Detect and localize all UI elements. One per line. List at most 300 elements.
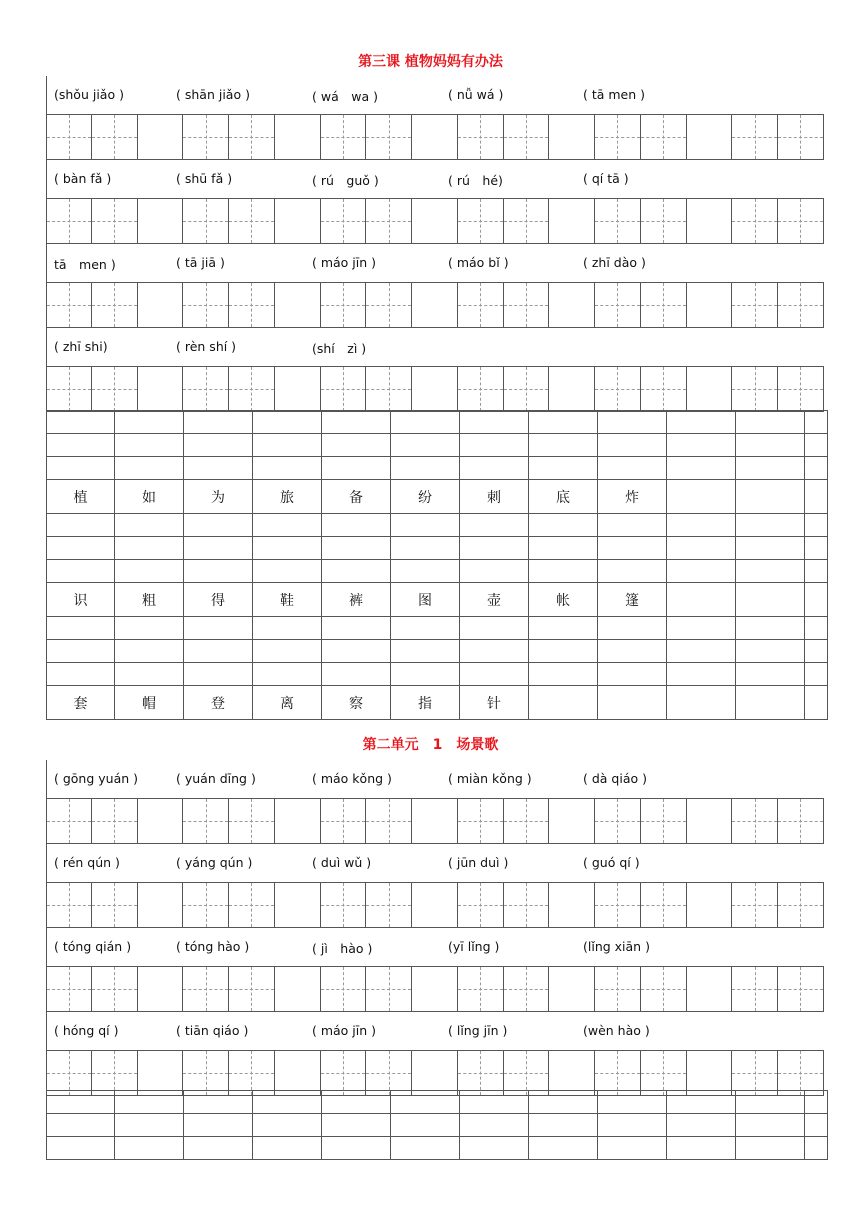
tianzige-box[interactable] bbox=[458, 283, 504, 327]
practice-cell[interactable] bbox=[253, 434, 322, 457]
tianzige-box[interactable] bbox=[778, 967, 824, 1011]
tianzige-box[interactable] bbox=[595, 799, 641, 843]
tianzige-box[interactable] bbox=[229, 1051, 275, 1095]
practice-cell[interactable] bbox=[115, 617, 184, 640]
blank-box[interactable] bbox=[275, 799, 321, 843]
practice-cell[interactable] bbox=[667, 1114, 736, 1137]
tianzige-box[interactable] bbox=[504, 1051, 550, 1095]
practice-cell[interactable] bbox=[47, 514, 115, 537]
practice-cell[interactable] bbox=[184, 560, 253, 583]
blank-box[interactable] bbox=[412, 115, 458, 159]
practice-cell[interactable] bbox=[47, 1091, 115, 1114]
practice-cell[interactable] bbox=[460, 1091, 529, 1114]
tianzige-box[interactable] bbox=[366, 799, 412, 843]
practice-cell[interactable] bbox=[529, 434, 598, 457]
practice-cell[interactable] bbox=[253, 663, 322, 686]
practice-cell[interactable] bbox=[667, 663, 736, 686]
tianzige-box[interactable] bbox=[778, 367, 824, 411]
tianzige-box[interactable] bbox=[92, 1051, 138, 1095]
practice-cell[interactable] bbox=[322, 1137, 391, 1160]
tianzige-box[interactable] bbox=[504, 367, 550, 411]
tianzige-box[interactable] bbox=[366, 367, 412, 411]
practice-cell[interactable] bbox=[598, 1091, 667, 1114]
practice-cell[interactable] bbox=[115, 537, 184, 560]
practice-cell[interactable] bbox=[391, 1137, 460, 1160]
practice-cell[interactable] bbox=[529, 617, 598, 640]
practice-cell[interactable] bbox=[115, 411, 184, 434]
practice-cell[interactable] bbox=[460, 1137, 529, 1160]
tianzige-box[interactable] bbox=[458, 1051, 504, 1095]
practice-cell[interactable] bbox=[667, 1137, 736, 1160]
practice-cell[interactable] bbox=[47, 560, 115, 583]
practice-cell[interactable] bbox=[47, 1137, 115, 1160]
practice-cell[interactable] bbox=[322, 1091, 391, 1114]
practice-cell[interactable] bbox=[667, 457, 736, 480]
pinyin-label: ( tā men ) bbox=[583, 87, 646, 102]
blank-box[interactable] bbox=[138, 967, 184, 1011]
practice-cell[interactable] bbox=[391, 1091, 460, 1114]
tianzige-box[interactable] bbox=[458, 115, 504, 159]
tianzige-box[interactable] bbox=[321, 199, 367, 243]
practice-cell[interactable] bbox=[184, 1114, 253, 1137]
blank-box[interactable] bbox=[138, 367, 184, 411]
practice-cell[interactable] bbox=[667, 434, 736, 457]
tianzige-box[interactable] bbox=[321, 367, 367, 411]
practice-cell[interactable] bbox=[184, 640, 253, 663]
blank-box[interactable] bbox=[138, 799, 184, 843]
blank-practice-row bbox=[47, 457, 828, 480]
practice-cell[interactable] bbox=[115, 457, 184, 480]
tianzige-box[interactable] bbox=[504, 799, 550, 843]
practice-cell[interactable] bbox=[391, 1114, 460, 1137]
tianzige-box[interactable] bbox=[46, 283, 92, 327]
practice-cell[interactable] bbox=[529, 560, 598, 583]
tianzige-box[interactable] bbox=[92, 967, 138, 1011]
tianzige-box[interactable] bbox=[321, 115, 367, 159]
practice-cell[interactable] bbox=[322, 663, 391, 686]
practice-cell[interactable] bbox=[736, 583, 805, 617]
practice-cell[interactable] bbox=[47, 434, 115, 457]
practice-cell[interactable] bbox=[598, 560, 667, 583]
tianzige-box[interactable] bbox=[366, 967, 412, 1011]
tianzige-box[interactable] bbox=[92, 367, 138, 411]
tianzige-box[interactable] bbox=[183, 883, 229, 927]
practice-cell[interactable] bbox=[598, 514, 667, 537]
tianzige-box[interactable] bbox=[183, 967, 229, 1011]
tianzige-box[interactable] bbox=[229, 199, 275, 243]
practice-cell[interactable] bbox=[805, 583, 828, 617]
blank-box[interactable] bbox=[412, 199, 458, 243]
practice-cell[interactable] bbox=[184, 434, 253, 457]
tianzige-box[interactable] bbox=[366, 199, 412, 243]
blank-box[interactable] bbox=[412, 799, 458, 843]
tianzige-box[interactable] bbox=[641, 1051, 687, 1095]
practice-cell[interactable] bbox=[805, 663, 828, 686]
practice-cell[interactable] bbox=[460, 434, 529, 457]
blank-box[interactable] bbox=[275, 367, 321, 411]
practice-cell[interactable] bbox=[253, 411, 322, 434]
practice-cell[interactable] bbox=[391, 514, 460, 537]
tianzige-box[interactable] bbox=[504, 883, 550, 927]
practice-cell[interactable] bbox=[805, 434, 828, 457]
practice-cell[interactable] bbox=[598, 434, 667, 457]
practice-cell[interactable] bbox=[391, 640, 460, 663]
practice-cell[interactable] bbox=[47, 537, 115, 560]
practice-cell[interactable] bbox=[322, 640, 391, 663]
tianzige-box[interactable] bbox=[504, 283, 550, 327]
practice-cell[interactable] bbox=[736, 1114, 805, 1137]
practice-cell[interactable] bbox=[47, 640, 115, 663]
practice-cell[interactable] bbox=[184, 663, 253, 686]
practice-cell[interactable] bbox=[667, 686, 736, 720]
practice-cell[interactable] bbox=[736, 411, 805, 434]
practice-cell[interactable] bbox=[47, 457, 115, 480]
tianzige-box[interactable] bbox=[778, 1051, 824, 1095]
tianzige-box[interactable] bbox=[229, 367, 275, 411]
tianzige-box[interactable] bbox=[641, 883, 687, 927]
blank-box[interactable] bbox=[138, 199, 184, 243]
blank-box[interactable] bbox=[275, 199, 321, 243]
practice-cell[interactable] bbox=[391, 434, 460, 457]
blank-box[interactable] bbox=[549, 199, 595, 243]
tianzige-box[interactable] bbox=[92, 115, 138, 159]
blank-box[interactable] bbox=[549, 1051, 595, 1095]
practice-cell[interactable] bbox=[253, 457, 322, 480]
practice-cell[interactable] bbox=[805, 617, 828, 640]
tianzige-box[interactable] bbox=[641, 799, 687, 843]
tianzige-box[interactable] bbox=[732, 199, 778, 243]
tianzige-box[interactable] bbox=[183, 199, 229, 243]
practice-cell[interactable] bbox=[667, 640, 736, 663]
blank-box[interactable] bbox=[275, 1051, 321, 1095]
tianzige-box[interactable] bbox=[92, 883, 138, 927]
blank-box[interactable] bbox=[412, 367, 458, 411]
tianzige-box[interactable] bbox=[595, 367, 641, 411]
practice-cell[interactable] bbox=[598, 617, 667, 640]
practice-cell[interactable] bbox=[253, 1091, 322, 1114]
practice-cell[interactable] bbox=[253, 640, 322, 663]
tianzige-box[interactable] bbox=[366, 1051, 412, 1095]
tianzige-box[interactable] bbox=[458, 799, 504, 843]
tianzige-box[interactable] bbox=[732, 283, 778, 327]
tianzige-box[interactable] bbox=[321, 967, 367, 1011]
blank-box[interactable] bbox=[549, 883, 595, 927]
practice-cell[interactable] bbox=[115, 1091, 184, 1114]
tianzige-box[interactable] bbox=[641, 199, 687, 243]
practice-cell[interactable] bbox=[598, 1137, 667, 1160]
tianzige-box[interactable] bbox=[732, 799, 778, 843]
tianzige-box[interactable] bbox=[321, 883, 367, 927]
practice-cell[interactable] bbox=[805, 686, 828, 720]
practice-cell[interactable] bbox=[529, 686, 598, 720]
tianzige-box[interactable] bbox=[229, 283, 275, 327]
tianzige-box[interactable] bbox=[458, 199, 504, 243]
practice-cell[interactable] bbox=[529, 663, 598, 686]
tianzige-box[interactable] bbox=[183, 283, 229, 327]
practice-cell[interactable] bbox=[598, 1114, 667, 1137]
blank-box[interactable] bbox=[687, 799, 733, 843]
practice-cell[interactable] bbox=[184, 457, 253, 480]
tianzige-box[interactable] bbox=[641, 967, 687, 1011]
practice-cell[interactable] bbox=[253, 514, 322, 537]
tianzige-box[interactable] bbox=[46, 1051, 92, 1095]
practice-cell[interactable] bbox=[47, 617, 115, 640]
practice-cell[interactable] bbox=[184, 411, 253, 434]
tianzige-box[interactable] bbox=[46, 883, 92, 927]
tianzige-box[interactable] bbox=[458, 883, 504, 927]
tianzige-box[interactable] bbox=[229, 967, 275, 1011]
practice-cell[interactable] bbox=[391, 663, 460, 686]
tianzige-box[interactable] bbox=[321, 283, 367, 327]
practice-cell[interactable] bbox=[805, 1137, 828, 1160]
practice-cell[interactable] bbox=[460, 457, 529, 480]
practice-cell[interactable] bbox=[460, 537, 529, 560]
tianzige-box[interactable] bbox=[229, 115, 275, 159]
tianzige-box[interactable] bbox=[595, 199, 641, 243]
tianzige-box[interactable] bbox=[321, 1051, 367, 1095]
practice-cell[interactable] bbox=[805, 537, 828, 560]
practice-cell[interactable] bbox=[460, 663, 529, 686]
practice-cell[interactable] bbox=[391, 560, 460, 583]
practice-cell[interactable] bbox=[184, 617, 253, 640]
tianzige-box[interactable] bbox=[321, 799, 367, 843]
practice-cell[interactable] bbox=[805, 640, 828, 663]
practice-cell[interactable] bbox=[598, 457, 667, 480]
tianzige-box[interactable] bbox=[595, 115, 641, 159]
practice-cell[interactable] bbox=[598, 640, 667, 663]
blank-box[interactable] bbox=[687, 283, 733, 327]
practice-cell[interactable] bbox=[805, 560, 828, 583]
tianzige-box[interactable] bbox=[183, 115, 229, 159]
practice-cell[interactable] bbox=[529, 1137, 598, 1160]
blank-box[interactable] bbox=[275, 967, 321, 1011]
practice-cell[interactable] bbox=[115, 560, 184, 583]
pinyin-label: ( máo jīn ) bbox=[312, 1023, 377, 1038]
blank-box[interactable] bbox=[549, 283, 595, 327]
practice-cell[interactable] bbox=[322, 1114, 391, 1137]
practice-cell[interactable] bbox=[253, 617, 322, 640]
practice-cell[interactable] bbox=[736, 560, 805, 583]
tianzige-box[interactable] bbox=[458, 967, 504, 1011]
practice-cell[interactable] bbox=[322, 514, 391, 537]
tianzige-box[interactable] bbox=[641, 115, 687, 159]
practice-cell[interactable] bbox=[322, 617, 391, 640]
practice-cell[interactable] bbox=[460, 1114, 529, 1137]
practice-cell[interactable] bbox=[184, 1091, 253, 1114]
blank-box[interactable] bbox=[687, 199, 733, 243]
practice-cell[interactable] bbox=[736, 640, 805, 663]
practice-cell[interactable] bbox=[391, 457, 460, 480]
practice-cell[interactable] bbox=[184, 1137, 253, 1160]
practice-cell[interactable] bbox=[322, 411, 391, 434]
character-row bbox=[47, 480, 828, 514]
blank-box[interactable] bbox=[275, 283, 321, 327]
practice-cell[interactable] bbox=[805, 1114, 828, 1137]
tianzige-box[interactable] bbox=[183, 1051, 229, 1095]
character-cell: 帐 bbox=[529, 583, 598, 617]
practice-cell[interactable] bbox=[322, 537, 391, 560]
blank-box[interactable] bbox=[412, 1051, 458, 1095]
practice-cell[interactable] bbox=[598, 663, 667, 686]
practice-cell[interactable] bbox=[667, 583, 736, 617]
practice-cell[interactable] bbox=[736, 537, 805, 560]
practice-cell[interactable] bbox=[115, 663, 184, 686]
tianzige-box[interactable] bbox=[732, 1051, 778, 1095]
practice-cell[interactable] bbox=[253, 1137, 322, 1160]
practice-cell[interactable] bbox=[667, 480, 736, 514]
blank-box[interactable] bbox=[549, 967, 595, 1011]
practice-cell[interactable] bbox=[598, 537, 667, 560]
blank-box[interactable] bbox=[549, 115, 595, 159]
blank-box[interactable] bbox=[138, 883, 184, 927]
practice-cell[interactable] bbox=[805, 480, 828, 514]
practice-cell[interactable] bbox=[805, 457, 828, 480]
practice-cell[interactable] bbox=[115, 514, 184, 537]
tianzige-box[interactable] bbox=[504, 967, 550, 1011]
tianzige-box[interactable] bbox=[46, 799, 92, 843]
practice-cell[interactable] bbox=[529, 1114, 598, 1137]
pinyin-row bbox=[46, 160, 824, 198]
tianzige-box[interactable] bbox=[595, 283, 641, 327]
practice-cell[interactable] bbox=[598, 686, 667, 720]
tianzige-box[interactable] bbox=[778, 799, 824, 843]
practice-cell[interactable] bbox=[736, 434, 805, 457]
blank-box[interactable] bbox=[549, 367, 595, 411]
practice-cell[interactable] bbox=[47, 1114, 115, 1137]
practice-cell[interactable] bbox=[253, 537, 322, 560]
tianzige-box[interactable] bbox=[504, 115, 550, 159]
tianzige-box[interactable] bbox=[366, 115, 412, 159]
tianzige-box[interactable] bbox=[229, 883, 275, 927]
practice-cell[interactable] bbox=[805, 514, 828, 537]
practice-cell[interactable] bbox=[184, 514, 253, 537]
tianzige-box[interactable] bbox=[366, 883, 412, 927]
practice-cell[interactable] bbox=[184, 537, 253, 560]
practice-cell[interactable] bbox=[529, 457, 598, 480]
practice-cell[interactable] bbox=[736, 617, 805, 640]
blank-box[interactable] bbox=[687, 883, 733, 927]
tianzige-box[interactable] bbox=[92, 199, 138, 243]
tianzige-box[interactable] bbox=[458, 367, 504, 411]
practice-cell[interactable] bbox=[736, 663, 805, 686]
practice-cell[interactable] bbox=[667, 411, 736, 434]
practice-cell[interactable] bbox=[736, 480, 805, 514]
practice-cell[interactable] bbox=[391, 537, 460, 560]
practice-cell[interactable] bbox=[529, 640, 598, 663]
practice-cell[interactable] bbox=[47, 663, 115, 686]
blank-box[interactable] bbox=[138, 1051, 184, 1095]
practice-cell[interactable] bbox=[115, 1137, 184, 1160]
practice-cell[interactable] bbox=[391, 411, 460, 434]
practice-cell[interactable] bbox=[805, 411, 828, 434]
practice-cell[interactable] bbox=[460, 640, 529, 663]
tianzige-box[interactable] bbox=[732, 883, 778, 927]
tianzige-box[interactable] bbox=[504, 199, 550, 243]
tianzige-box[interactable] bbox=[732, 115, 778, 159]
practice-cell[interactable] bbox=[47, 411, 115, 434]
practice-cell[interactable] bbox=[460, 514, 529, 537]
tianzige-box[interactable] bbox=[46, 199, 92, 243]
tianzige-box[interactable] bbox=[732, 967, 778, 1011]
tianzige-box[interactable] bbox=[229, 799, 275, 843]
blank-box[interactable] bbox=[275, 883, 321, 927]
blank-box[interactable] bbox=[412, 283, 458, 327]
practice-cell[interactable] bbox=[736, 686, 805, 720]
practice-cell[interactable] bbox=[115, 434, 184, 457]
practice-cell[interactable] bbox=[460, 617, 529, 640]
practice-cell[interactable] bbox=[667, 560, 736, 583]
tianzige-box[interactable] bbox=[366, 283, 412, 327]
tianzige-box[interactable] bbox=[641, 367, 687, 411]
tianzige-box[interactable] bbox=[595, 883, 641, 927]
practice-cell[interactable] bbox=[736, 1137, 805, 1160]
practice-cell[interactable] bbox=[529, 537, 598, 560]
practice-cell[interactable] bbox=[322, 457, 391, 480]
tianzige-box[interactable] bbox=[778, 115, 824, 159]
tianzige-box[interactable] bbox=[183, 799, 229, 843]
practice-cell[interactable] bbox=[529, 1091, 598, 1114]
practice-cell[interactable] bbox=[736, 1091, 805, 1114]
practice-cell[interactable] bbox=[322, 434, 391, 457]
practice-cell[interactable] bbox=[253, 560, 322, 583]
tianzige-box[interactable] bbox=[46, 967, 92, 1011]
tianzige-box[interactable] bbox=[778, 883, 824, 927]
tianzige-box[interactable] bbox=[46, 367, 92, 411]
practice-cell[interactable] bbox=[667, 1091, 736, 1114]
practice-cell[interactable] bbox=[529, 411, 598, 434]
practice-cell[interactable] bbox=[736, 514, 805, 537]
blank-box[interactable] bbox=[412, 883, 458, 927]
practice-cell[interactable] bbox=[736, 457, 805, 480]
blank-box[interactable] bbox=[138, 283, 184, 327]
practice-cell[interactable] bbox=[667, 514, 736, 537]
practice-cell[interactable] bbox=[667, 537, 736, 560]
pinyin-row bbox=[46, 928, 824, 966]
tianzige-box[interactable] bbox=[183, 367, 229, 411]
blank-box[interactable] bbox=[687, 967, 733, 1011]
practice-cell[interactable] bbox=[460, 560, 529, 583]
tianzige-box[interactable] bbox=[46, 115, 92, 159]
blank-box[interactable] bbox=[412, 967, 458, 1011]
practice-cell[interactable] bbox=[598, 411, 667, 434]
blank-box[interactable] bbox=[687, 115, 733, 159]
practice-cell[interactable] bbox=[115, 1114, 184, 1137]
practice-cell[interactable] bbox=[253, 1114, 322, 1137]
blank-box[interactable] bbox=[687, 367, 733, 411]
tianzige-box[interactable] bbox=[595, 1051, 641, 1095]
practice-cell[interactable] bbox=[805, 1091, 828, 1114]
tianzige-box[interactable] bbox=[778, 199, 824, 243]
blank-box[interactable] bbox=[275, 115, 321, 159]
writing-grid-row bbox=[46, 882, 824, 928]
character-cell: 旅 bbox=[253, 480, 322, 514]
practice-cell[interactable] bbox=[391, 617, 460, 640]
practice-cell[interactable] bbox=[460, 411, 529, 434]
practice-cell[interactable] bbox=[529, 514, 598, 537]
blank-box[interactable] bbox=[138, 115, 184, 159]
blank-box[interactable] bbox=[687, 1051, 733, 1095]
tianzige-box[interactable] bbox=[778, 283, 824, 327]
tianzige-box[interactable] bbox=[732, 367, 778, 411]
tianzige-box[interactable] bbox=[595, 967, 641, 1011]
tianzige-box[interactable] bbox=[92, 799, 138, 843]
tianzige-box[interactable] bbox=[641, 283, 687, 327]
practice-cell[interactable] bbox=[667, 617, 736, 640]
practice-cell[interactable] bbox=[322, 560, 391, 583]
practice-cell[interactable] bbox=[115, 640, 184, 663]
blank-box[interactable] bbox=[549, 799, 595, 843]
tianzige-box[interactable] bbox=[92, 283, 138, 327]
